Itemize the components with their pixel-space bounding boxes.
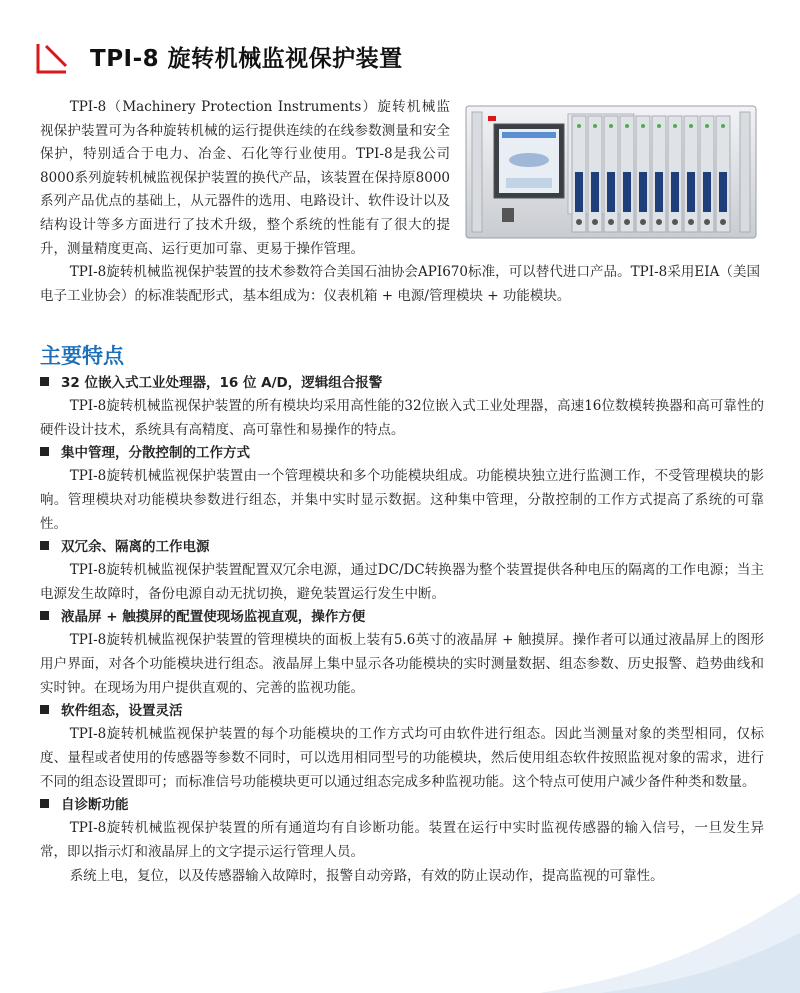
feature-title: 软件组态，设置灵活 xyxy=(40,700,764,722)
feature-body: TPI-8旋转机械监视保护装置的所有模块均采用高性能的32位嵌入式工业处理器，高速16位数模转换器和高可靠性的硬件设计技术，系统具有高精度、高可靠性和易操作的特点。 xyxy=(40,398,764,438)
bullet-square-icon xyxy=(40,705,49,714)
features-list xyxy=(40,372,764,888)
feature-title: 自诊断功能 xyxy=(40,794,764,816)
feature-body: TPI-8旋转机械监视保护装置配置双冗余电源，通过DC/DC转换器为整个装置提供各种电压的隔离的工作电源；当主电源发生故障时，备份电源自动无扰切换，避免装置运行发生中断。 xyxy=(40,562,764,602)
bullet-square-icon xyxy=(40,611,49,620)
feature-body: TPI-8旋转机械监视保护装置由一个管理模块和多个功能模块组成。功能模块独立进行监测工作，不受管理模块的影响。管理模块对功能模块参数进行组态，并集中实时显示数据。这种集中管理，分散控制的工作方式提高了系统的可靠性。 xyxy=(40,468,764,532)
title-arrow-icon xyxy=(32,38,72,78)
intro-paragraph-1: TPI-8（Machinery Protection Instruments）旋转机械监视保护装置可为各种旋转机械的运行提供连续的在线参数测量和安全保护，特别适合于电力、冶金、石化等行业使用。TPI-8是我公司8000系列旋转机械监视保护装置的换代产品，该装置在保持原8000系列产品优点的基础上，从元器件的选用、电路设计、软件设计以及结构设计等多方面进行了技术升级，整个系统的性能有了很大的提升，测量精度更高、运行更加可靠、更易于操作管理。 xyxy=(40,99,450,257)
bullet-square-icon xyxy=(40,799,49,808)
bullet-square-icon xyxy=(40,541,49,550)
bullet-square-icon xyxy=(40,377,49,386)
intro-section xyxy=(40,96,760,308)
feature-item xyxy=(40,606,764,700)
feature-body: TPI-8旋转机械监视保护装置的所有通道均有自诊断功能。装置在运行中实时监视传感器的输入信号，一旦发生异常，即以指示灯和液晶屏上的文字提示运行管理人员。 xyxy=(40,820,764,860)
feature-body: TPI-8旋转机械监视保护装置的每个功能模块的工作方式均可由软件进行组态。因此当测量对象的类型相同，仅标度、量程或者使用的传感器等参数不同时，可以选用相同型号的功能模块，然后使用组态软件按照监视对象的需求，进行不同的组态设置即可；而标准信号功能模块更可以通过组态完成多种监视功能。这个特点可使用户减少备件种类和数量。 xyxy=(40,726,764,790)
feature-item xyxy=(40,372,764,442)
feature-title: 32 位嵌入式工业处理器，16 位 A/D，逻辑组合报警 xyxy=(40,372,764,394)
bullet-square-icon xyxy=(40,447,49,456)
device-photo xyxy=(464,102,760,242)
feature-body: 系统上电，复位，以及传感器输入故障时，报警自动旁路，有效的防止误动作，提高监视的可靠性。 xyxy=(69,868,664,884)
intro-paragraph-2: TPI-8旋转机械监视保护装置的技术参数符合美国石油协会API670标准，可以替代进口产品。TPI-8采用EIA（美国电子工业协会）的标准装配形式，基本组成为：仪表机箱 + 电源/管理模块 + 功能模块。 xyxy=(40,264,760,304)
feature-item xyxy=(40,700,764,794)
corner-decoration xyxy=(540,853,800,993)
feature-item xyxy=(40,536,764,606)
feature-title: 液晶屏 + 触摸屏的配置使现场监视直观，操作方便 xyxy=(40,606,764,628)
section-heading: 主要特点 xyxy=(40,344,124,368)
feature-title: 集中管理，分散控制的工作方式 xyxy=(40,442,764,464)
page-title: TPI-8 旋转机械监视保护装置 xyxy=(90,46,403,72)
feature-title: 双冗余、隔离的工作电源 xyxy=(40,536,764,558)
feature-item xyxy=(40,442,764,536)
feature-body: TPI-8旋转机械监视保护装置的管理模块的面板上装有5.6英寸的液晶屏 + 触摸屏。操作者可以通过液晶屏上的图形用户界面，对各个功能模块进行组态。液晶屏上集中显示各功能模块的实时测量数据、组态参数、历史报警、趋势曲线和实时钟。在现场为用户提供直观的、完善的监视功能。 xyxy=(40,632,764,696)
